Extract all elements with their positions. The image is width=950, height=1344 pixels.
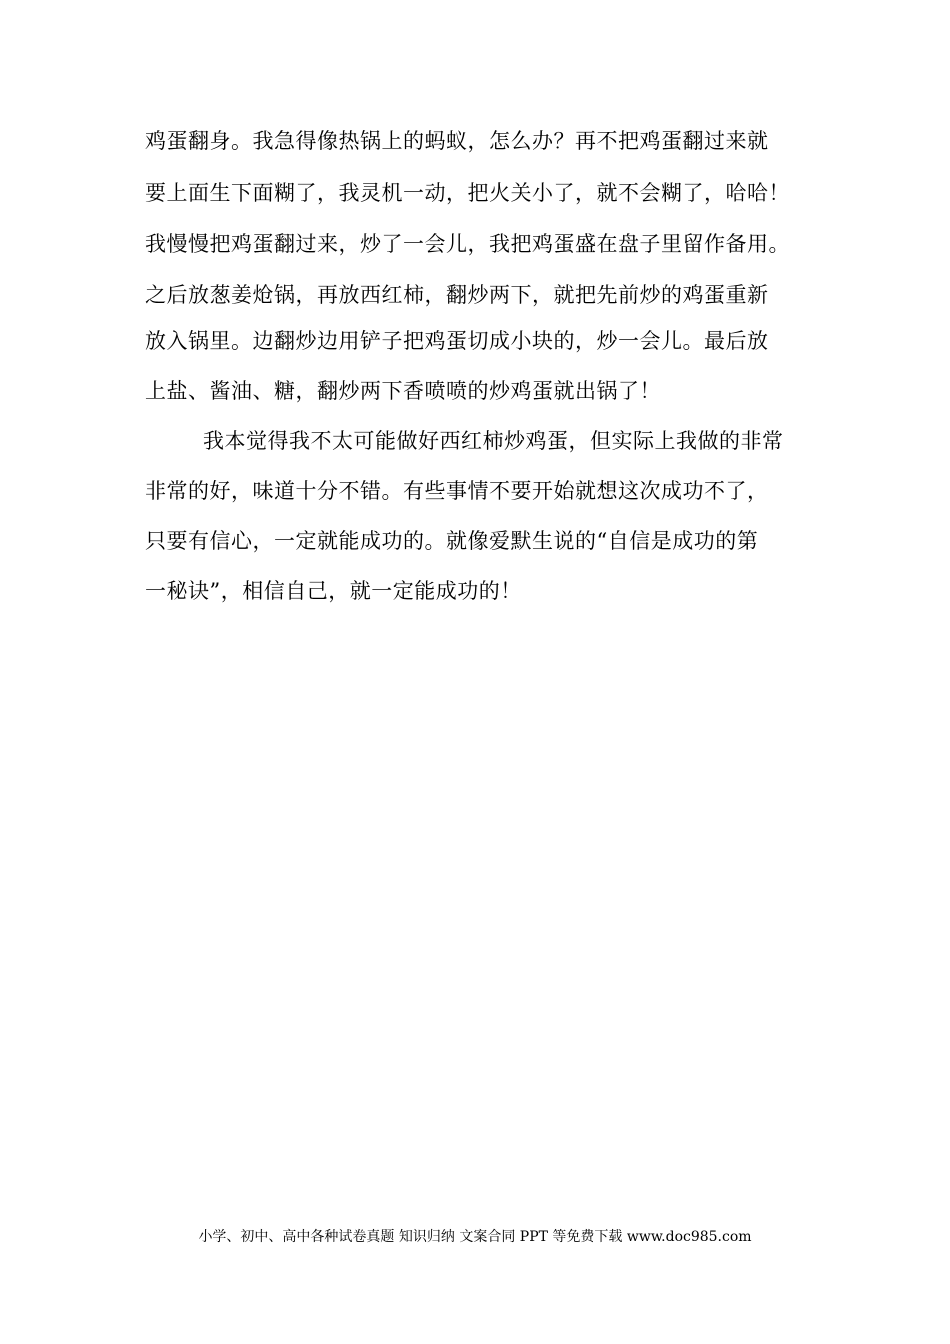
paragraph-line: 鸡蛋翻身。我急得像热锅上的蚂蚁，怎么办？再不把鸡蛋翻过来就 — [145, 129, 769, 153]
paragraph-line: 只要有信心，一定就能成功的。就像爱默生说的“自信是成功的第 — [145, 529, 759, 553]
paragraph-line: 一秘诀”，相信自己，就一定能成功的！ — [145, 579, 522, 603]
paragraph-line: 我慢慢把鸡蛋翻过来，炒了一会儿，我把鸡蛋盛在盘子里留作备用。 — [145, 232, 790, 256]
paragraph-line: 上盐、酱油、糖，翻炒两下香喷喷的炒鸡蛋就出锅了！ — [145, 379, 661, 403]
page-footer: 小学、初中、高中各种试卷真题 知识归纳 文案合同 PPT 等免费下载 www.doc985.com — [198, 1229, 752, 1245]
paragraph-line: 要上面生下面糊了，我灵机一动，把火关小了，就不会糊了，哈哈！ — [145, 181, 790, 205]
paragraph-line: 非常的好，味道十分不错。有些事情不要开始就想这次成功不了， — [145, 479, 769, 503]
paragraph-line: 之后放葱姜炝锅，再放西红柿，翻炒两下，就把先前炒的鸡蛋重新 — [145, 283, 769, 307]
paragraph-line: 我本觉得我不太可能做好西红柿炒鸡蛋，但实际上我做的非常 — [203, 429, 784, 453]
paragraph-line: 放入锅里。边翻炒边用铲子把鸡蛋切成小块的，炒一会儿。最后放 — [145, 329, 769, 353]
